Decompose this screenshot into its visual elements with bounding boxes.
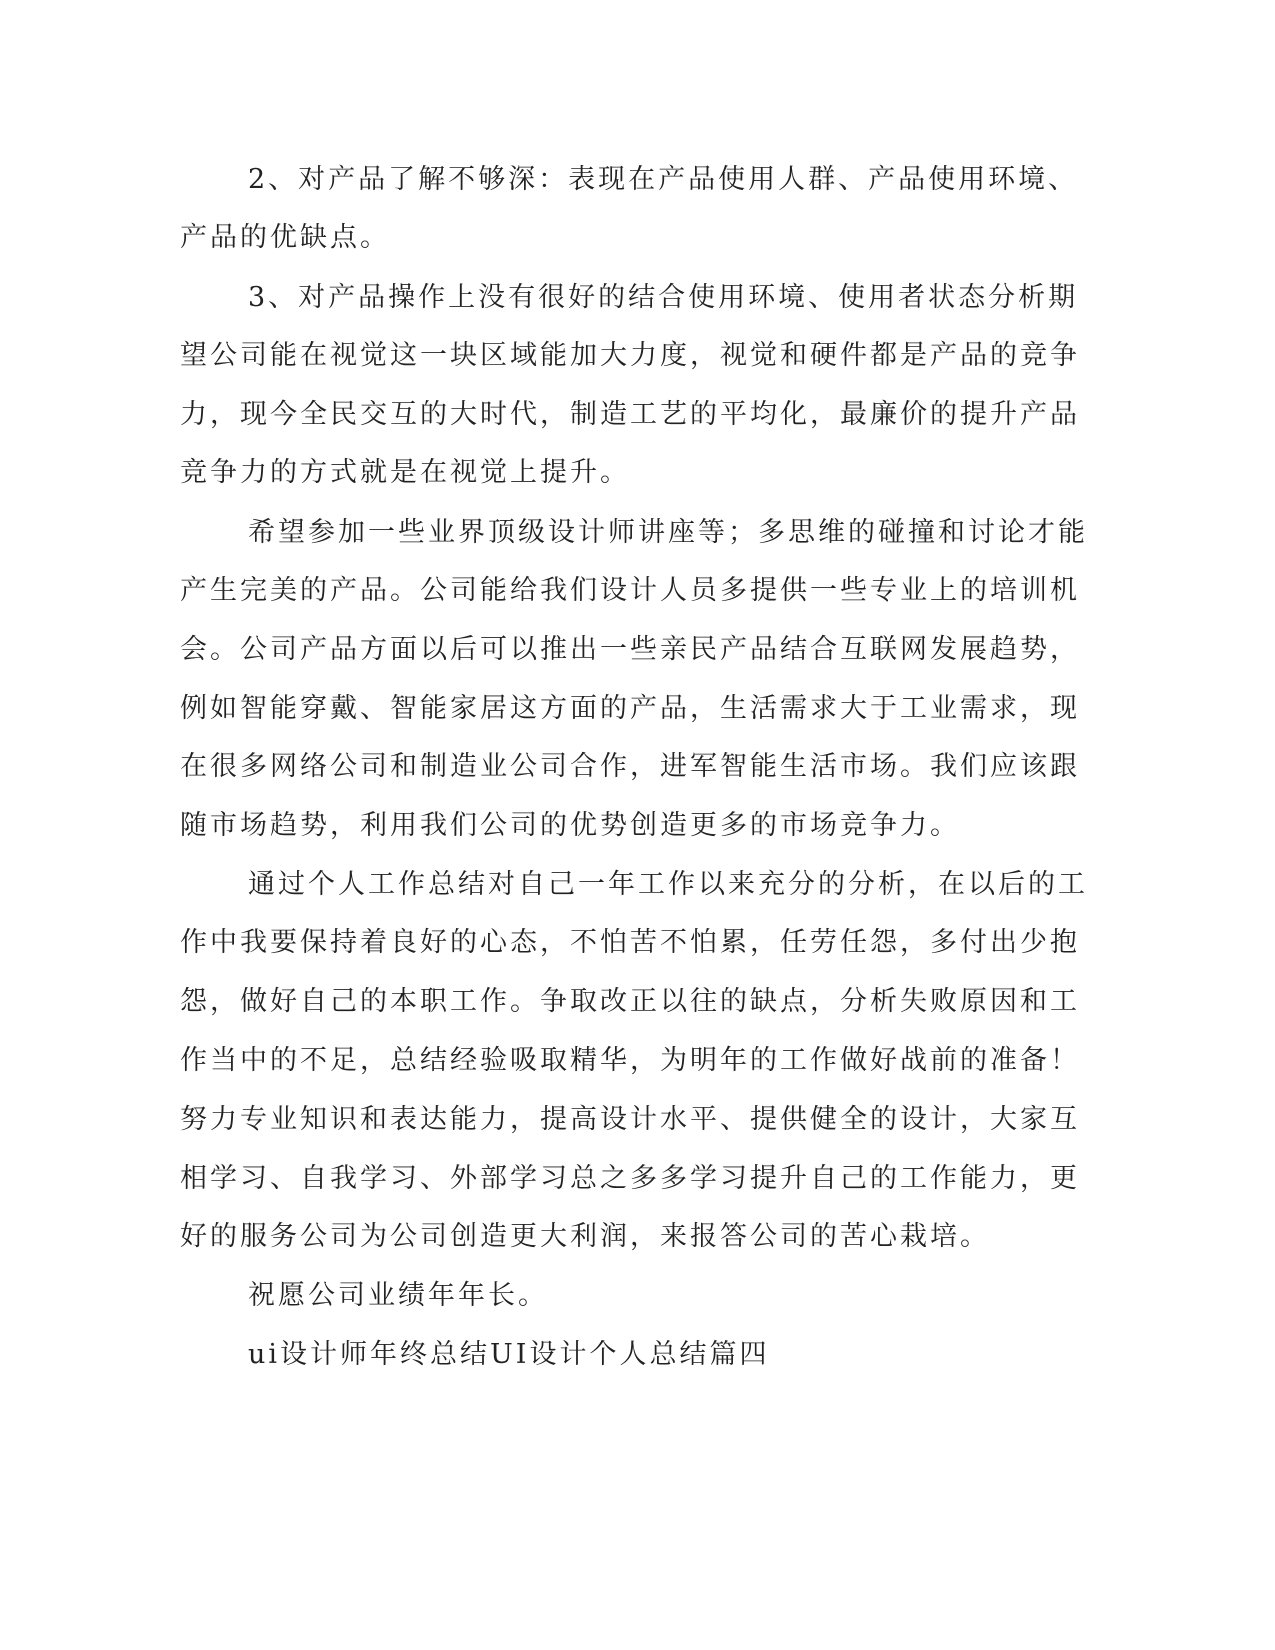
text-line: 会。公司产品方面以后可以推出一些亲民产品结合互联网发展趋势， <box>180 634 1080 665</box>
text-line: 力，现今全民交互的大时代，制造工艺的平均化，最廉价的提升产品 <box>180 399 1080 430</box>
text-line: 希望参加一些业界顶级设计师讲座等；多思维的碰撞和讨论才能 <box>248 517 1088 548</box>
text-line: 竞争力的方式就是在视觉上提升。 <box>180 457 630 488</box>
text-line: 随市场趋势，利用我们公司的优势创造更多的市场竞争力。 <box>180 810 960 841</box>
text-line: 望公司能在视觉这一块区域能加大力度，视觉和硬件都是产品的竞争 <box>180 340 1080 371</box>
text-line: 3、对产品操作上没有很好的结合使用环境、使用者状态分析期 <box>248 282 1079 313</box>
text-line: 通过个人工作总结对自己一年工作以来充分的分析，在以后的工 <box>248 869 1088 900</box>
text-line: 在很多网络公司和制造业公司合作，进军智能生活市场。我们应该跟 <box>180 751 1080 782</box>
text-line: 产生完美的产品。公司能给我们设计人员多提供一些专业上的培训机 <box>180 575 1080 606</box>
text-line: 作当中的不足，总结经验吸取精华，为明年的工作做好战前的准备！ <box>180 1045 1080 1076</box>
text-line: 相学习、自我学习、外部学习总之多多学习提升自己的工作能力，更 <box>180 1163 1080 1194</box>
text-line: 怨，做好自己的本职工作。争取改正以往的缺点，分析失败原因和工 <box>180 986 1080 1017</box>
text-line: 2、对产品了解不够深：表现在产品使用人群、产品使用环境、 <box>248 164 1079 195</box>
text-line: 产品的优缺点。 <box>180 222 390 253</box>
text-line: 祝愿公司业绩年年长。 <box>248 1280 548 1311</box>
section-heading: ui设计师年终总结UI设计个人总结篇四 <box>248 1339 770 1370</box>
text-line: 作中我要保持着良好的心态，不怕苦不怕累，任劳任怨，多付出少抱 <box>180 927 1080 958</box>
text-line: 努力专业知识和表达能力，提高设计水平、提供健全的设计，大家互 <box>180 1104 1080 1135</box>
text-line: 例如智能穿戴、智能家居这方面的产品，生活需求大于工业需求，现 <box>180 693 1080 724</box>
text-line: 好的服务公司为公司创造更大利润，来报答公司的苦心栽培。 <box>180 1221 990 1252</box>
